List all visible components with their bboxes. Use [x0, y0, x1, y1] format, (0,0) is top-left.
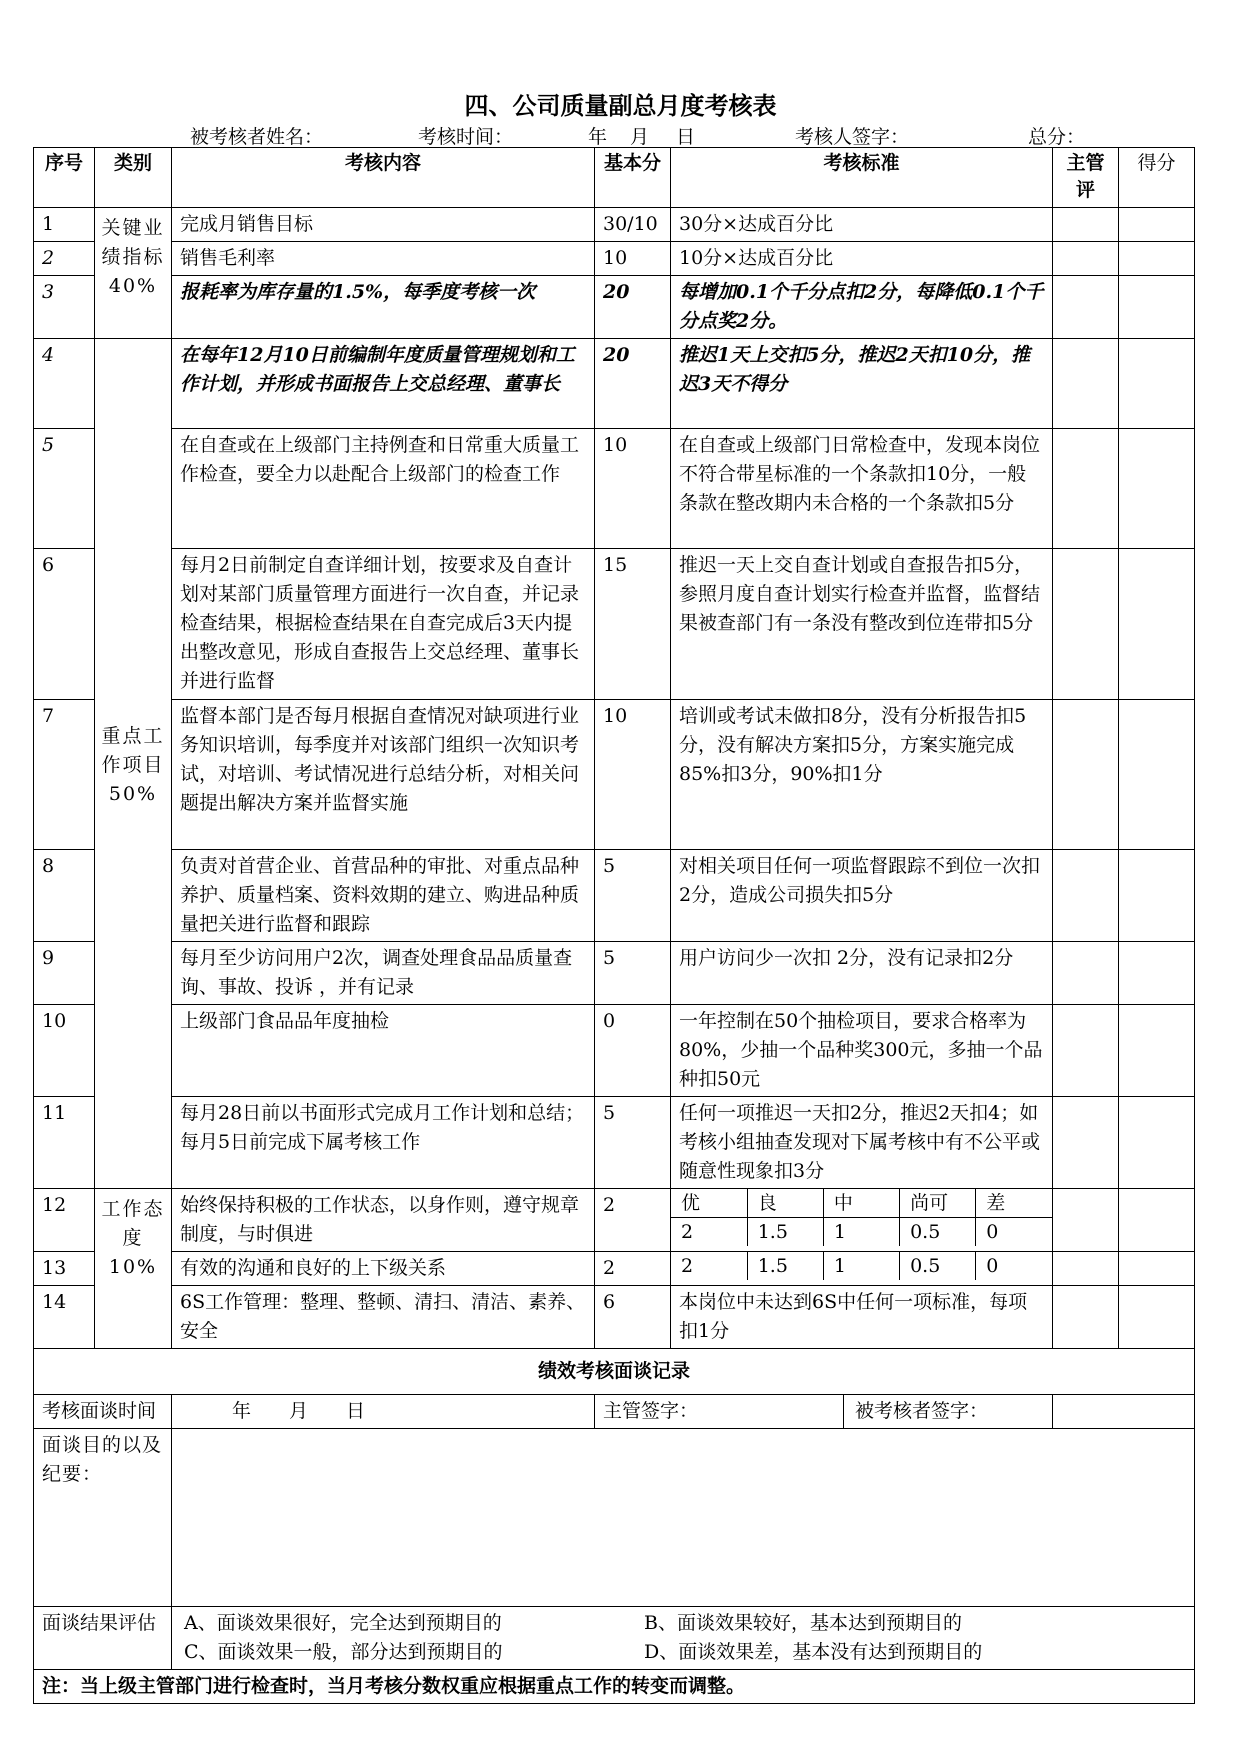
supervisor-score-cell[interactable] — [1053, 1189, 1119, 1252]
header-standard: 考核标准 — [671, 148, 1053, 208]
signature-blank[interactable] — [1053, 1395, 1195, 1429]
total-score-label: 总分： — [1028, 126, 1086, 148]
row-base-score: 20 — [595, 276, 671, 339]
grade-value: 0.5 — [900, 1218, 976, 1247]
row-content: 监督本部门是否每月根据自查情况对缺项进行业务知识培训，每季度并对该部门组织一次知识考试，对培训、考试情况进行总结分析，对相关问题提出解决方案并监督实施 — [172, 700, 595, 850]
supervisor-score-cell[interactable] — [1053, 208, 1119, 242]
row-content: 有效的沟通和良好的上下级关系 — [172, 1252, 595, 1286]
table-row — [34, 850, 1195, 942]
table-row — [34, 1005, 1195, 1097]
header-row — [34, 148, 1195, 208]
row-content: 负责对首营企业、首营品种的审批、对重点品种养护、质量档案、资料效期的建立、购进品种质量把关进行监督和跟踪 — [172, 850, 595, 942]
row-base-score: 5 — [595, 1097, 671, 1189]
category-key-work-items: 重点工作项目50% — [95, 339, 172, 1189]
row-content: 在每年12月10日前编制年度质量管理规划和工作计划，并形成书面报告上交总经理、董事长 — [172, 339, 595, 429]
row-content: 在自查或在上级部门主持例查和日常重大质量工作检查，要全力以赴配合上级部门的检查工作 — [172, 429, 595, 549]
row-standard: 本岗位中未达到6S中任何一项标准，每项扣1分 — [671, 1286, 1053, 1349]
table-row — [34, 1252, 1195, 1286]
interview-section-row — [34, 1349, 1195, 1395]
row-content: 销售毛利率 — [172, 242, 595, 276]
supervisor-score-cell[interactable] — [1053, 1005, 1119, 1097]
table-row — [34, 276, 1195, 339]
grade-value: 1.5 — [747, 1252, 823, 1280]
grade-value: 0 — [986, 1255, 999, 1277]
supervisor-score-cell[interactable] — [1053, 242, 1119, 276]
final-score-cell[interactable] — [1119, 549, 1195, 700]
category-key-performance: 关键业绩指标40% — [95, 208, 172, 339]
table-row — [34, 1286, 1195, 1349]
final-score-cell[interactable] — [1119, 429, 1195, 549]
final-score-cell[interactable] — [1119, 1189, 1195, 1252]
row-base-score: 10 — [595, 429, 671, 549]
grade-scale — [671, 1252, 1053, 1286]
row-number: 3 — [34, 276, 95, 339]
row-standard: 培训或考试未做扣8分，没有分析报告扣5分，没有解决方案扣5分，方案实施完成85%扣3分，90%扣1分 — [671, 700, 1053, 850]
row-number: 11 — [34, 1097, 95, 1189]
grade-label: 中 — [823, 1189, 899, 1218]
row-standard: 推迟1天上交扣5分，推迟2天扣10分，推迟3天不得分 — [671, 339, 1053, 429]
table-row — [34, 1189, 1195, 1252]
row-number: 4 — [34, 339, 95, 429]
table-row — [34, 339, 1195, 429]
supervisor-score-cell[interactable] — [1053, 1097, 1119, 1189]
row-base-score: 20 — [595, 339, 671, 429]
supervisor-score-cell[interactable] — [1053, 1252, 1119, 1286]
row-number: 12 — [34, 1189, 95, 1252]
table-row — [34, 429, 1195, 549]
header-base-score: 基本分 — [595, 148, 671, 208]
supervisor-score-cell[interactable] — [1053, 549, 1119, 700]
signature-divider — [843, 1395, 844, 1428]
interview-result-row — [34, 1607, 1195, 1670]
grade-table — [671, 1252, 1052, 1280]
grade-scale — [671, 1189, 1053, 1252]
table-row — [34, 942, 1195, 1005]
assessor-signature-label: 考核人签字： — [795, 126, 910, 148]
grade-label: 优 — [671, 1189, 747, 1218]
row-content: 完成月销售目标 — [172, 208, 595, 242]
page-title: 四、公司质量副总月度考核表 — [464, 92, 777, 120]
row-number: 14 — [34, 1286, 95, 1349]
final-score-cell[interactable] — [1119, 1097, 1195, 1189]
interview-section-title: 绩效考核面谈记录 — [34, 1349, 1195, 1395]
table-row — [34, 1097, 1195, 1189]
grade-label: 差 — [976, 1189, 1052, 1218]
interview-purpose-content[interactable] — [172, 1429, 1195, 1607]
supervisor-score-cell[interactable] — [1053, 429, 1119, 549]
header-seq: 序号 — [34, 148, 95, 208]
time-day-label: 日 — [676, 126, 696, 148]
row-number: 7 — [34, 700, 95, 850]
result-option-b[interactable]: B、面谈效果较好，基本达到预期目的 — [644, 1612, 962, 1634]
table-row — [34, 549, 1195, 700]
time-year-label: 年 — [588, 126, 608, 148]
note-row — [34, 1670, 1195, 1704]
row-base-score: 2 — [595, 1252, 671, 1286]
row-content: 上级部门食品品年度抽检 — [172, 1005, 595, 1097]
grade-value: 0 — [986, 1221, 999, 1243]
assessment-time-label: 考核时间： — [418, 126, 514, 148]
time-month-label: 月 — [630, 126, 650, 148]
supervisor-score-cell[interactable] — [1053, 850, 1119, 942]
grade-value: 1 — [823, 1252, 899, 1280]
grade-label: 尚可 — [900, 1189, 976, 1218]
supervisor-score-cell[interactable] — [1053, 339, 1119, 429]
row-number: 1 — [34, 208, 95, 242]
supervisor-score-cell[interactable] — [1053, 276, 1119, 339]
row-standard: 一年控制在50个抽检项目，要求合格率为80%，少抽一个品种奖300元，多抽一个品种扣50元 — [671, 1005, 1053, 1097]
row-number: 8 — [34, 850, 95, 942]
grade-label: 良 — [747, 1189, 823, 1218]
final-score-cell[interactable] — [1119, 700, 1195, 850]
grade-value: 2 — [671, 1252, 747, 1280]
category-work-attitude: 工作态度10% — [95, 1189, 172, 1349]
final-score-cell[interactable] — [1119, 850, 1195, 942]
final-score-cell[interactable] — [1119, 242, 1195, 276]
interview-result-label: 面谈结果评估 — [34, 1607, 172, 1670]
row-base-score: 6 — [595, 1286, 671, 1349]
interview-time-label: 考核面谈时间 — [34, 1395, 172, 1429]
final-score-cell[interactable] — [1119, 1286, 1195, 1349]
table-row — [34, 700, 1195, 850]
supervisor-score-cell[interactable] — [1053, 700, 1119, 850]
result-option-a[interactable]: A、面谈效果很好，完全达到预期目的 — [184, 1612, 502, 1634]
signature-cell — [595, 1395, 1053, 1429]
final-score-cell[interactable] — [1119, 276, 1195, 339]
header-supervisor: 主管评 — [1053, 148, 1119, 208]
interview-info-row — [34, 1395, 1195, 1429]
row-base-score: 15 — [595, 549, 671, 700]
row-standard: 每增加0.1个千分点扣2分，每降低0.1个千分点奖2分。 — [671, 276, 1053, 339]
result-option-c[interactable]: C、面谈效果一般，部分达到预期目的 — [184, 1641, 503, 1663]
row-content: 始终保持积极的工作状态，以身作则，遵守规章制度，与时俱进 — [172, 1189, 595, 1252]
final-score-cell[interactable] — [1119, 942, 1195, 1005]
row-content: 每月至少访问用户2次，调查处理食品品质量查询、事故、投诉 ，并有记录 — [172, 942, 595, 1005]
table-row — [34, 208, 1195, 242]
row-number: 6 — [34, 549, 95, 700]
grade-table — [671, 1189, 1052, 1246]
row-content: 6S工作管理：整理、整顿、清扫、清洁、素养、安全 — [172, 1286, 595, 1349]
grade-value: 0.5 — [900, 1252, 976, 1280]
row-standard: 30分×达成百分比 — [671, 208, 1053, 242]
row-number: 13 — [34, 1252, 95, 1286]
supervisor-score-cell[interactable] — [1053, 942, 1119, 1005]
header-content: 考核内容 — [172, 148, 595, 208]
row-base-score: 5 — [595, 942, 671, 1005]
row-content: 报耗率为库存量的1.5%，每季度考核一次 — [172, 276, 595, 339]
row-number: 5 — [34, 429, 95, 549]
row-base-score: 5 — [595, 850, 671, 942]
result-option-d[interactable]: D、面谈效果差，基本没有达到预期目的 — [644, 1641, 983, 1663]
assessee-signature-label: 被考核者签字： — [855, 1400, 989, 1422]
grade-value: 2 — [671, 1218, 747, 1247]
row-content: 每月2日前制定自查详细计划，按要求及自查计划对某部门质量管理方面进行一次自查，并记录检查结果，根据检查结果在自查完成后3天内提出整改意见，形成自查报告上交总经理、董事长并进行监督 — [172, 549, 595, 700]
row-base-score: 10 — [595, 700, 671, 850]
header-category: 类别 — [95, 148, 172, 208]
row-base-score: 2 — [595, 1189, 671, 1252]
interview-date[interactable]: 年 月 日 — [172, 1395, 595, 1429]
interview-result-options — [172, 1607, 1195, 1670]
assessee-name-label: 被考核者姓名： — [190, 126, 324, 148]
row-base-score: 30/10 — [595, 208, 671, 242]
row-base-score: 0 — [595, 1005, 671, 1097]
final-score-cell[interactable] — [1119, 208, 1195, 242]
row-standard: 10分×达成百分比 — [671, 242, 1053, 276]
final-score-cell[interactable] — [1119, 339, 1195, 429]
final-score-cell[interactable] — [1119, 1005, 1195, 1097]
supervisor-signature-label: 主管签字： — [603, 1400, 699, 1422]
adjustment-note: 注：当上级主管部门进行检查时，当月考核分数权重应根据重点工作的转变而调整。 — [34, 1670, 1195, 1704]
assessment-table — [33, 147, 1195, 1704]
supervisor-score-cell[interactable] — [1053, 1286, 1119, 1349]
row-base-score: 10 — [595, 242, 671, 276]
grade-value: 1.5 — [747, 1218, 823, 1247]
table-row — [34, 242, 1195, 276]
row-standard: 推迟一天上交自查计划或自查报告扣5分，参照月度自查计划实行检查并监督，监督结果被查部门有一条没有整改到位连带扣5分 — [671, 549, 1053, 700]
row-number: 2 — [34, 242, 95, 276]
final-score-cell[interactable] — [1119, 1252, 1195, 1286]
row-standard: 在自查或上级部门日常检查中，发现本岗位不符合带星标准的一个条款扣10分，一般条款在整改期内未合格的一个条款扣5分 — [671, 429, 1053, 549]
interview-purpose-label: 面谈目的以及纪要： — [34, 1429, 172, 1607]
row-number: 10 — [34, 1005, 95, 1097]
interview-purpose-row — [34, 1429, 1195, 1607]
header-score: 得分 — [1119, 148, 1195, 208]
row-standard: 对相关项目任何一项监督跟踪不到位一次扣2分，造成公司损失扣5分 — [671, 850, 1053, 942]
grade-value: 1 — [823, 1218, 899, 1247]
row-standard: 用户访问少一次扣 2分，没有记录扣2分 — [671, 942, 1053, 1005]
row-content: 每月28日前以书面形式完成月工作计划和总结；每月5日前完成下属考核工作 — [172, 1097, 595, 1189]
row-standard: 任何一项推迟一天扣2分，推迟2天扣4；如考核小组抽查发现对下属考核中有不公平或随意性现象扣3分 — [671, 1097, 1053, 1189]
row-number: 9 — [34, 942, 95, 1005]
